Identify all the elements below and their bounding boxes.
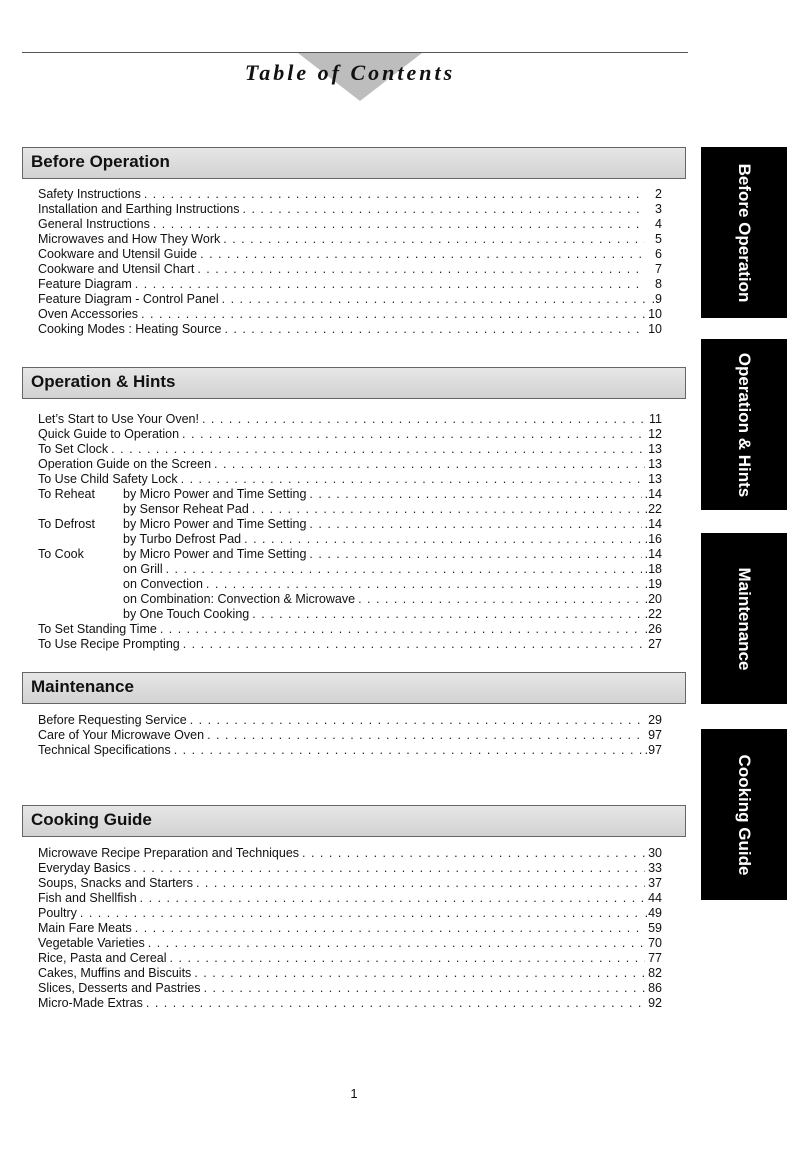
toc-entry-label: Oven Accessories [38,307,139,321]
dot-leader [174,743,642,758]
dot-leader [214,457,645,472]
toc-list-before-operation [38,187,662,337]
toc-entry-page: .22 [644,502,662,516]
toc-entry[interactable] [38,187,662,202]
toc-entry-page: .49 [644,906,662,920]
toc-entry-label: by Micro Power and Time Setting [123,487,307,501]
toc-entry-label: Rice, Pasta and Cereal [38,951,167,965]
toc-entry-label: on Convection [123,577,203,591]
toc-entry-page: 77 [648,951,662,965]
toc-entry-page: .14 [644,487,662,501]
toc-entry-label: Care of Your Microwave Oven [38,728,205,742]
toc-entry[interactable] [38,996,662,1011]
toc-entry[interactable] [38,277,662,292]
toc-entry[interactable] [38,547,662,562]
dot-leader [140,891,645,906]
toc-entry[interactable] [38,592,662,607]
toc-entry[interactable] [38,517,662,532]
toc-entry-label: Cooking Modes : Heating Source [38,322,222,336]
toc-entry-label: on Grill [123,562,163,576]
dot-leader [244,532,641,547]
toc-list-maintenance [38,713,662,758]
toc-entry[interactable] [38,607,662,622]
toc-entry[interactable] [38,217,662,232]
toc-entry-page: 59 [648,921,662,935]
toc-entry-label: by Micro Power and Time Setting [123,547,307,561]
toc-entry-label: Cookware and Utensil Chart [38,262,195,276]
toc-entry[interactable] [38,202,662,217]
toc-entry-page: 3 [655,202,662,216]
dot-leader [135,921,645,936]
dot-leader [197,262,645,277]
toc-entry[interactable] [38,532,662,547]
dot-leader [194,966,645,981]
section-header-before-operation [22,147,686,179]
toc-entry-label: To Set Standing Time [38,622,157,636]
toc-entry-label: Before Requesting Service [38,713,187,727]
dot-leader [204,981,645,996]
toc-entry-page: .16 [644,532,662,546]
toc-entry[interactable] [38,728,662,743]
toc-entry[interactable] [38,846,662,861]
toc-entry-page: 7 [655,262,662,276]
toc-entry-label: Cookware and Utensil Guide [38,247,198,261]
dot-leader [182,427,645,442]
toc-entry[interactable] [38,427,662,442]
dot-leader [252,502,642,517]
toc-entry-page: 12 [648,427,662,441]
dot-leader [111,442,645,457]
toc-list-operation-hints [38,412,662,652]
toc-entry[interactable] [38,713,662,728]
toc-entry-page: 70 [648,936,662,950]
section-title: Cooking Guide [31,810,152,829]
toc-entry-page: 8 [655,277,662,291]
toc-entry[interactable] [38,247,662,262]
toc-entry-page: .18 [644,562,662,576]
toc-entry-label: Micro-Made Extras [38,996,143,1010]
toc-entry-label: by Sensor Reheat Pad [123,502,249,516]
dot-leader [135,277,645,292]
toc-entry-label: Installation and Earthing Instructions [38,202,240,216]
toc-entry-label: by Turbo Defrost Pad [123,532,242,546]
dot-leader [207,728,645,743]
toc-entry[interactable] [38,981,662,996]
toc-entry[interactable] [38,951,662,966]
dot-leader [166,562,642,577]
toc-entry-page: .26 [644,622,662,636]
toc-entry-page: .14 [644,547,662,561]
toc-entry[interactable] [38,457,662,472]
dot-leader [183,637,645,652]
toc-entry[interactable] [38,861,662,876]
toc-entry-page: 6 [655,247,662,261]
toc-entry-label: To Use Child Safety Lock [38,472,178,486]
toc-entry-label: Technical Specifications [38,743,171,757]
toc-entry-page: .97 [644,743,662,757]
dot-leader [302,846,645,861]
dot-leader [153,217,645,232]
toc-entry-prefix: To Defrost [38,517,95,531]
toc-entry-page: 86 [648,981,662,995]
toc-entry-label: To Set Clock [38,442,109,456]
toc-entry-label: Microwaves and How They Work [38,232,221,246]
toc-entry-page: .22 [644,607,662,621]
dot-leader [190,713,645,728]
toc-entry-label: by Micro Power and Time Setting [123,517,307,531]
toc-entry-prefix: To Cook [38,547,84,561]
dot-leader [80,906,642,921]
toc-entry-page: 13 [648,442,662,456]
toc-entry-prefix: To Reheat [38,487,95,501]
dot-leader [309,517,641,532]
toc-entry-page: 33 [648,861,662,875]
toc-entry[interactable] [38,502,662,517]
toc-entry-page: 13 [648,457,662,471]
dot-leader [309,547,641,562]
dot-leader [170,951,645,966]
toc-entry-page: 82 [648,966,662,980]
dot-leader [224,322,645,337]
dot-leader [223,232,645,247]
toc-entry-label: Safety Instructions [38,187,141,201]
dot-leader [146,996,645,1011]
toc-entry-page: 5 [655,232,662,246]
toc-entry-label: Vegetable Varieties [38,936,145,950]
toc-entry-page: 92 [648,996,662,1010]
toc-entry-page: 13 [648,472,662,486]
dot-leader [202,412,645,427]
toc-entry-label: by One Touch Cooking [123,607,250,621]
dot-leader [181,472,645,487]
toc-entry[interactable] [38,876,662,891]
toc-entry[interactable] [38,936,662,951]
side-tab-operation-hints[interactable] [701,339,787,510]
toc-entry-label: Slices, Desserts and Pastries [38,981,201,995]
side-tab-label: Cooking Guide [735,754,754,875]
section-title: Maintenance [31,677,134,696]
page-title: Table of Contents [244,60,456,85]
toc-entry[interactable] [38,442,662,457]
side-tab-label: Operation & Hints [735,352,754,497]
toc-entry-page: 4 [655,217,662,231]
toc-entry-page: 29 [648,713,662,727]
toc-entry-page: 27 [648,637,662,651]
dot-leader [133,861,645,876]
toc-entry[interactable] [38,921,662,936]
toc-entry-page: 97 [648,728,662,742]
toc-entry[interactable] [38,577,662,592]
toc-list-cooking-guide [38,846,662,1011]
toc-entry[interactable] [38,292,662,307]
section-header-cooking-guide [22,805,686,837]
toc-entry[interactable] [38,891,662,906]
toc-entry-label: Let’s Start to Use Your Oven! [38,412,199,426]
dot-leader [148,936,645,951]
toc-entry-label: Poultry [38,906,77,920]
toc-entry-label: To Use Recipe Prompting [38,637,180,651]
dot-leader [309,487,641,502]
section-title: Before Operation [31,152,170,171]
section-header-maintenance [22,672,686,704]
toc-entry[interactable] [38,743,662,758]
toc-entry[interactable] [38,562,662,577]
toc-entry-page: .20 [644,592,662,606]
toc-entry-page: 30 [648,846,662,860]
toc-entry-label: Cakes, Muffins and Biscuits [38,966,192,980]
page-number: 1 [350,1086,358,1101]
toc-entry-page: 10 [648,307,662,321]
side-tab-label: Before Operation [735,163,754,302]
toc-entry-label: Fish and Shellfish [38,891,137,905]
dot-leader [243,202,645,217]
dot-leader [358,592,642,607]
section-header-operation-hints [22,367,686,399]
toc-entry-page: .9 [651,292,662,306]
dot-leader [141,307,645,322]
toc-entry[interactable] [38,472,662,487]
toc-entry-label: Microwave Recipe Preparation and Techniques [38,846,300,860]
toc-entry-page: 11 [649,412,662,426]
side-tab-label: Maintenance [735,567,754,670]
toc-entry[interactable] [38,412,662,427]
side-tab-cooking-guide[interactable] [701,729,787,900]
side-tab-maintenance[interactable] [701,533,787,704]
toc-entry[interactable] [38,232,662,247]
toc-entry-label: Soups, Snacks and Starters [38,876,193,890]
dot-leader [200,247,645,262]
toc-entry[interactable] [38,487,662,502]
side-tab-before-operation[interactable] [701,147,787,318]
dot-leader [252,607,641,622]
toc-entry-label: Main Fare Meats [38,921,132,935]
toc-entry-label: Everyday Basics [38,861,131,875]
dot-leader [206,577,642,592]
dot-leader [144,187,645,202]
toc-entry-label: Operation Guide on the Screen [38,457,212,471]
toc-entry-label: Feature Diagram - Control Panel [38,292,219,306]
section-title: Operation & Hints [31,372,176,391]
toc-entry-page: 44 [648,891,662,905]
toc-entry[interactable] [38,307,662,322]
toc-entry-label: General Instructions [38,217,150,231]
toc-entry-label: Feature Diagram [38,277,132,291]
toc-entry-page: 10 [648,322,662,336]
toc-entry-label: on Combination: Convection & Microwave [123,592,356,606]
toc-entry-page: 37 [648,876,662,890]
dot-leader [222,292,645,307]
dot-leader [160,622,642,637]
toc-entry[interactable] [38,637,662,652]
toc-entry[interactable] [38,262,662,277]
toc-entry[interactable] [38,622,662,637]
toc-entry[interactable] [38,966,662,981]
toc-entry-page: 2 [655,187,662,201]
toc-entry-label: Quick Guide to Operation [38,427,180,441]
toc-entry[interactable] [38,906,662,921]
toc-entry[interactable] [38,322,662,337]
toc-entry-page: .14 [644,517,662,531]
toc-entry-page: .19 [644,577,662,591]
dot-leader [196,876,645,891]
